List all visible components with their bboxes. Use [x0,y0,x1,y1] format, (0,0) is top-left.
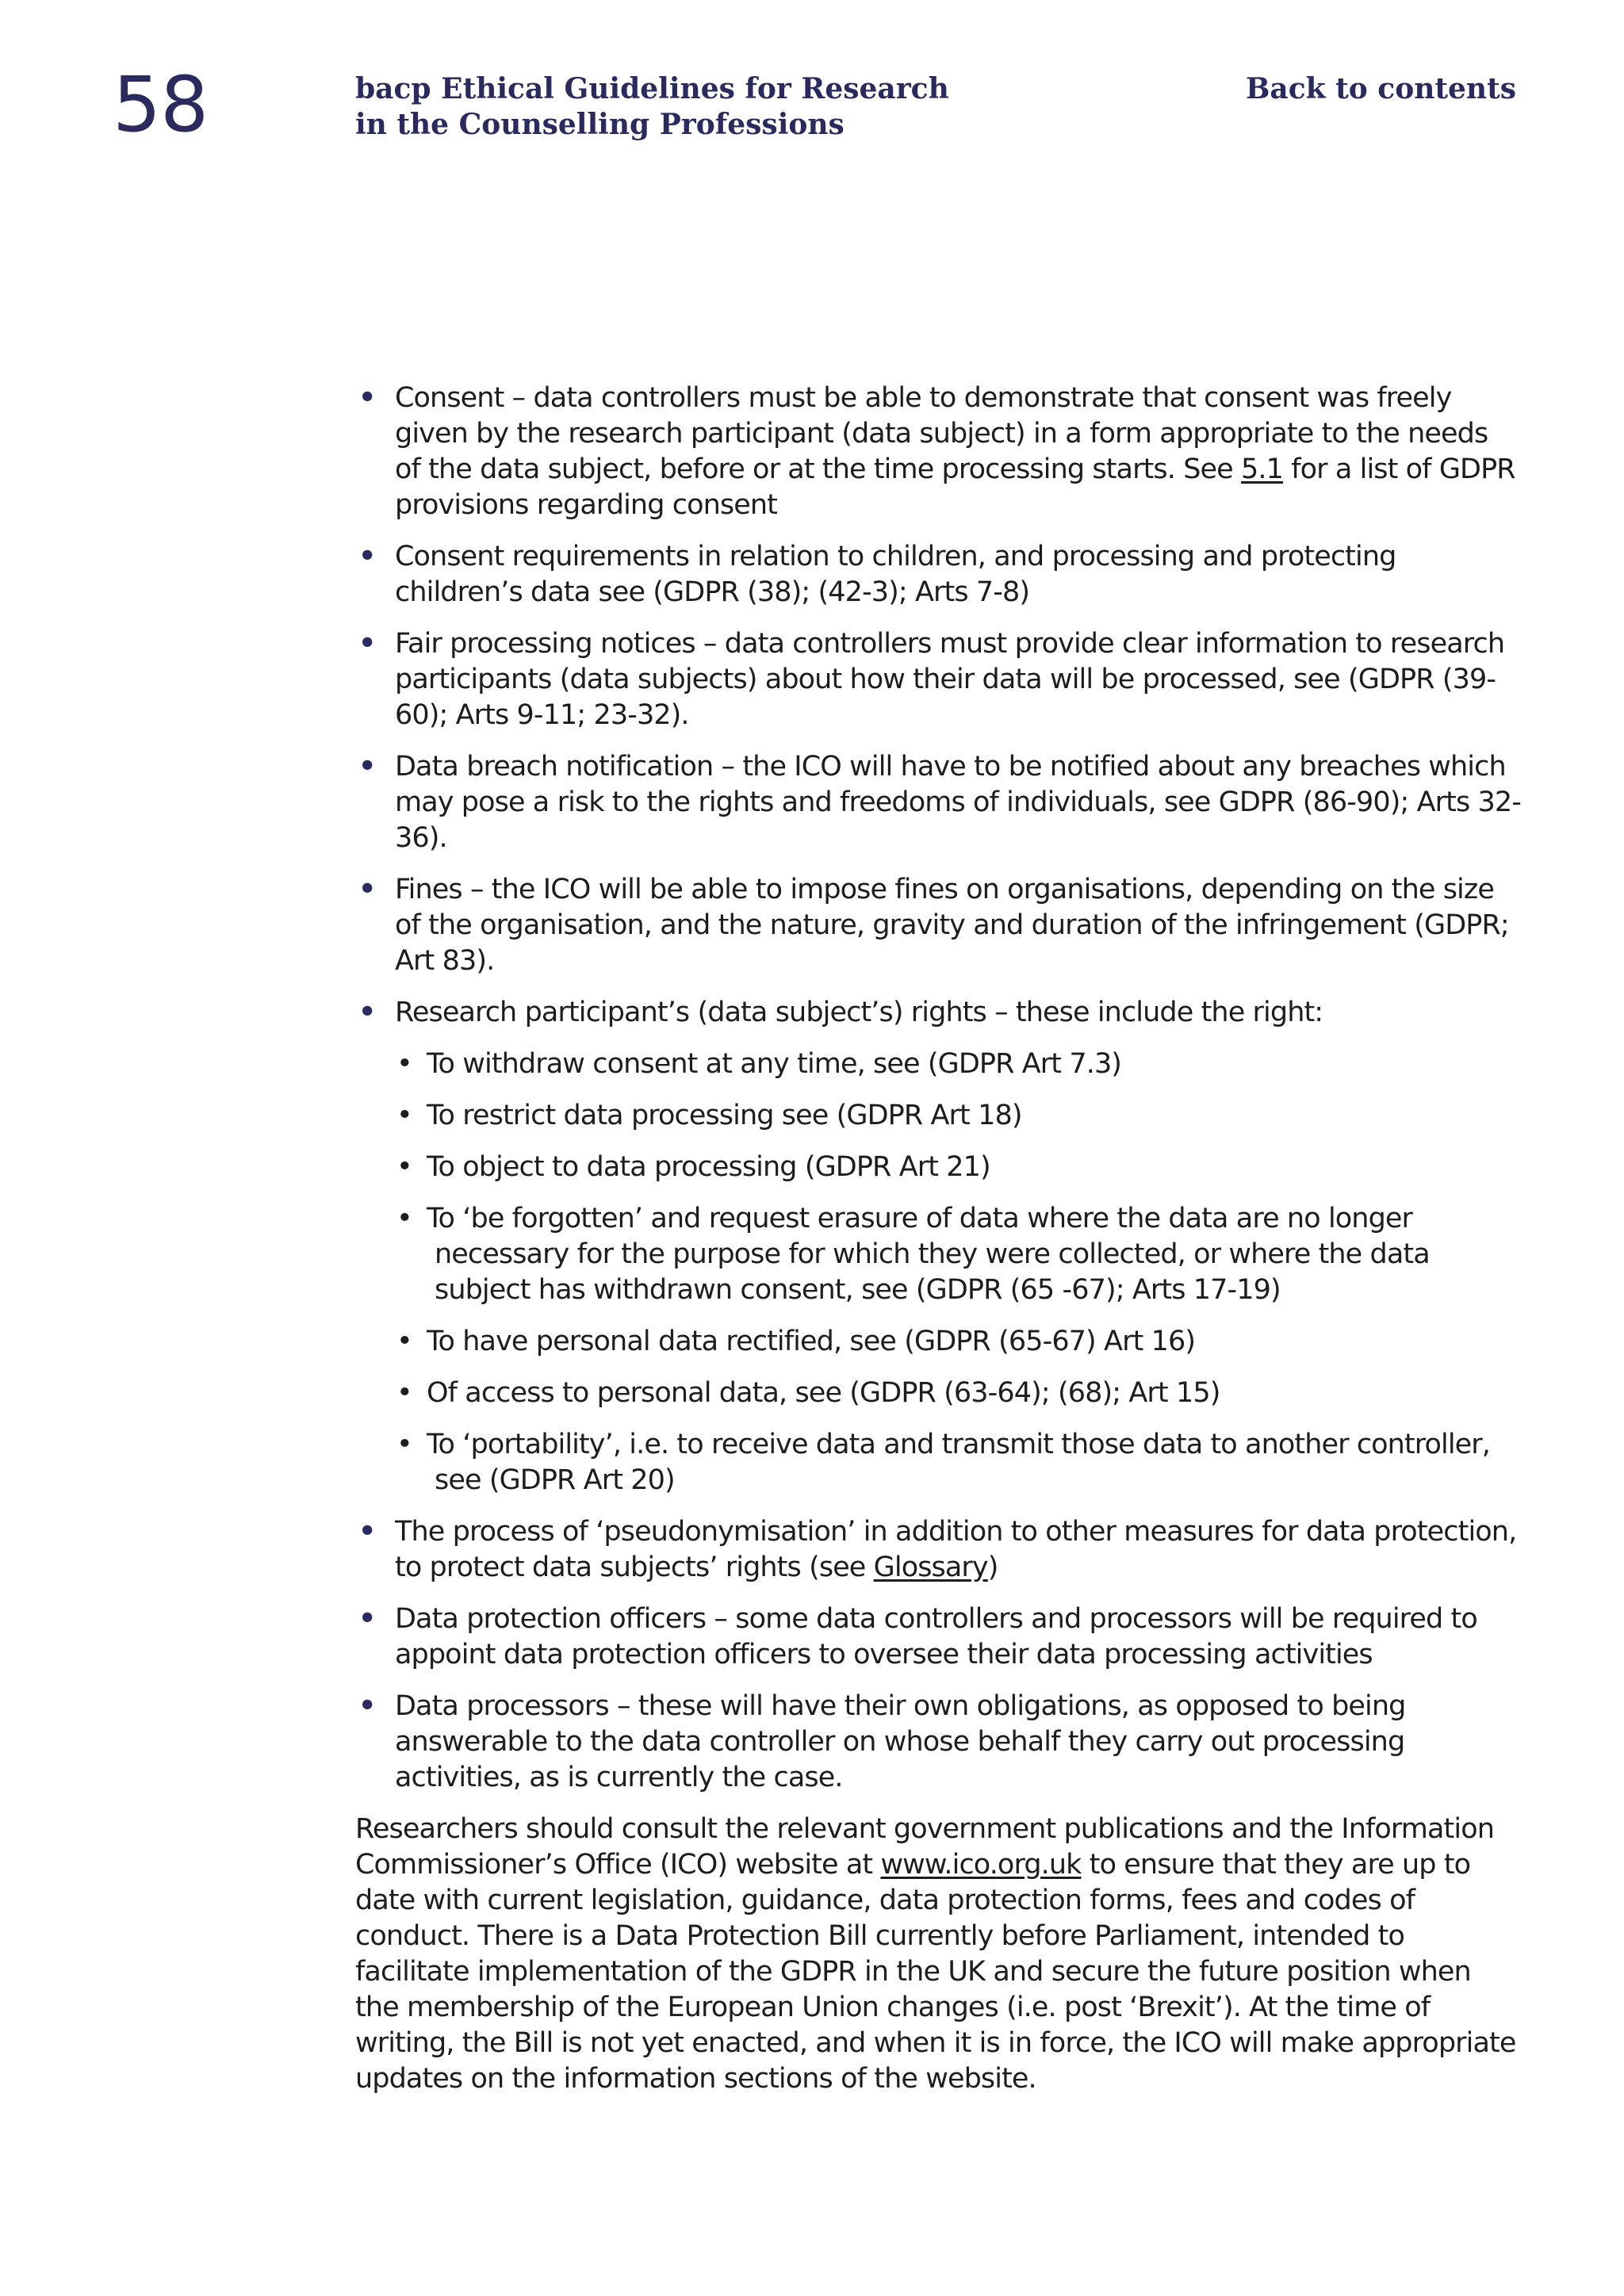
sub-list-item [395,1047,1521,1082]
list-item-text: Fair processing notices – data controllers must provide clear information to research participants (data subjects) about how their data will be processed, see (GDPR (39-60); Arts 9-11; 23-32). [395,628,1505,731]
bullet-icon: • [396,1151,412,1183]
bullet-icon: • [358,1690,376,1722]
list-item-participant-rights [355,995,1521,1498]
bullet-icon: • [358,541,376,572]
sub-list-item [395,1324,1521,1360]
list-item-pseudonymisation [355,1514,1521,1586]
sub-list-item-text: To restrict data processing see (GDPR Art 18) [427,1100,1022,1131]
back-to-contents-link[interactable]: Back to contents [1245,72,1516,105]
glossary-link[interactable]: Glossary [873,1552,988,1583]
sub-list-item [395,1201,1521,1308]
list-item-text: Research participant’s (data subject’s) rights – these include the right: [395,997,1323,1028]
closing-paragraph [355,1812,1521,2097]
document-title-line-1: bacp Ethical Guidelines for Research [355,72,949,105]
sub-list-item-text: To object to data processing (GDPR Art 21) [427,1151,990,1183]
paragraph-text: to ensure that they are up to date with current legislation, guidance, data protection forms, fees and codes of conduct. There is a Data Protection Bill currently before Parliament, intended to facilitate implementation of the GDPR in the UK and secure the future position when the membership of the European Union changes (i.e. post ‘Brexit’). At the time of writing, the Bill is not yet enacted, and when it is in force, the ICO will make appropriate updates on the information sections of the website. [355,1849,1516,2095]
bullet-icon: • [358,1603,376,1635]
sub-list-item [395,1098,1521,1134]
gdpr-bullet-list [355,381,1521,1796]
bullet-icon: • [358,628,376,660]
document-title-line-2: in the Counselling Professions [355,108,845,141]
list-item-data-processors [355,1689,1521,1796]
bullet-icon: • [396,1429,412,1460]
list-item-text: ) [987,1552,998,1583]
list-item-children-consent [355,539,1521,610]
list-item-text: Data protection officers – some data controllers and processors will be required to appoint data protection officers to oversee their data processing activities [395,1603,1477,1670]
bullet-icon: • [396,1326,412,1357]
list-item-text: Data breach notification – the ICO will have to be notified about any breaches which may pose a risk to the rights and freedoms of individuals, see GDPR (86-90); Arts 32-36). [395,751,1521,854]
bullet-icon: • [358,751,376,783]
bullet-icon: • [396,1377,412,1409]
list-item-text: Consent requirements in relation to children, and processing and protecting children’s data see (GDPR (38); (42-3); Arts 7-8) [395,541,1396,608]
list-item-fair-processing [355,626,1521,733]
bullet-icon: • [358,1516,376,1548]
bullet-icon: • [358,874,376,905]
list-item-data-breach [355,749,1521,856]
sub-list-item [395,1427,1521,1498]
rights-sub-list [395,1047,1521,1498]
sub-list-item [395,1150,1521,1185]
ico-website-link[interactable]: www.ico.org.uk [880,1849,1082,1881]
sub-list-item [395,1376,1521,1411]
document-title [355,71,958,143]
sub-list-item-text: To ‘portability’, i.e. to receive data and transmit those data to another controller, see (GDPR Art 20) [427,1429,1491,1496]
bullet-icon: • [358,997,376,1028]
list-item-text: for a list of GDPR provisions regarding consent [395,453,1515,521]
main-content [355,381,1521,2097]
list-item-data-protection-officers [355,1601,1521,1673]
list-item-text: Consent – data controllers must be able to demonstrate that consent was freely given by the research participant (data subject) in a form appropriate to the needs of the data subject, before or at the time processing starts. See [395,382,1488,485]
paragraph-text: Researchers should consult the relevant government publications and the Information Commissioner’s Office (ICO) website at [355,1813,1494,1881]
list-item-consent [355,381,1521,523]
sub-list-item-text: To ‘be forgotten’ and request erasure of data where the data are no longer necessary for the purpose for which they were collected, or where the data subject has withdrawn consent, see (GDPR (65 -67); Arts 17-19) [427,1203,1430,1306]
sub-list-item-text: To withdraw consent at any time, see (GDPR Art 7.3) [427,1048,1122,1080]
bullet-icon: • [396,1048,412,1080]
list-item-text: Data processors – these will have their own obligations, as opposed to being answerable to the data controller on whose behalf they carry out processing activities, as is currently the case. [395,1690,1406,1793]
list-item-text: The process of ‘pseudonymisation’ in addition to other measures for data protection, to protect data subjects’ rights (see [395,1516,1517,1583]
list-item-fines [355,872,1521,979]
bullet-icon: • [358,382,376,414]
bullet-icon: • [396,1100,412,1131]
sub-list-item-text: To have personal data rectified, see (GDPR (65-67) Art 16) [427,1326,1196,1357]
list-item-text: Fines – the ICO will be able to impose fines on organisations, depending on the size of the organisation, and the nature, gravity and duration of the infringement (GDPR; Art 83). [395,874,1509,977]
sub-list-item-text: Of access to personal data, see (GDPR (63-64); (68); Art 15) [427,1377,1220,1409]
bullet-icon: • [396,1203,412,1234]
page-number: 58 [113,60,209,149]
section-5-1-link[interactable]: 5.1 [1241,453,1283,485]
